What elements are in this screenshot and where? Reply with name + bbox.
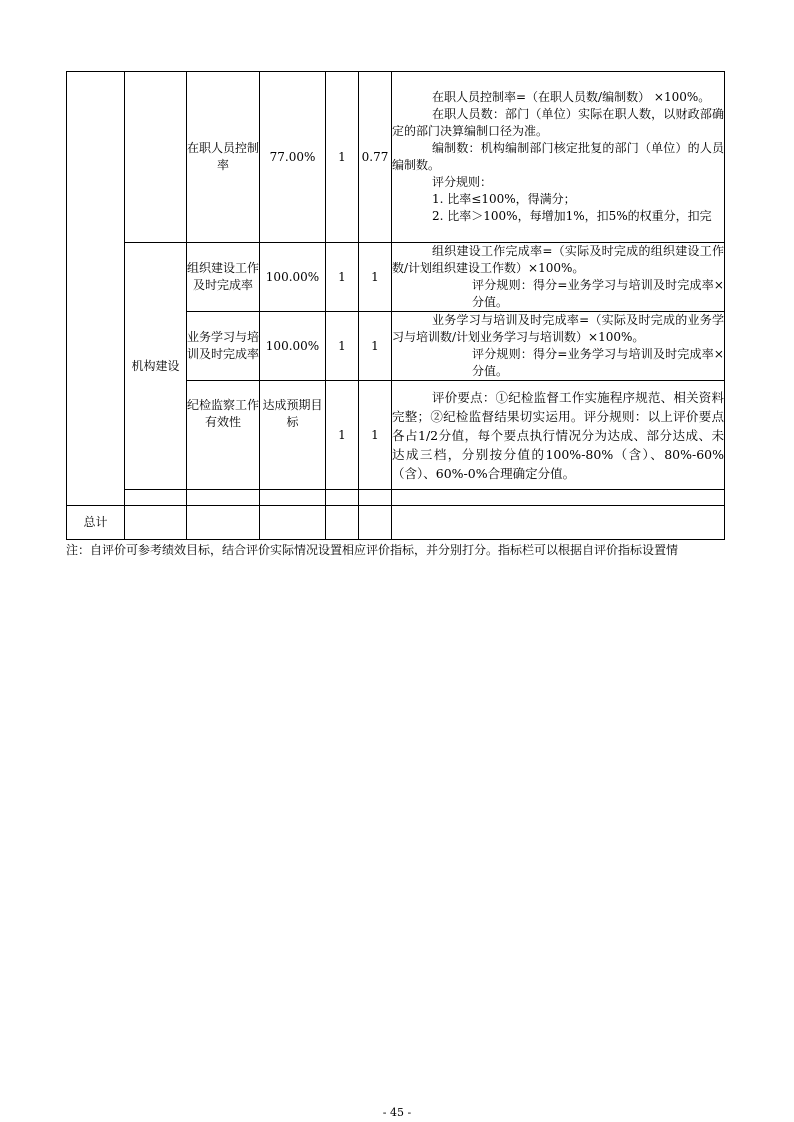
- indicator-weight: 1: [326, 243, 359, 312]
- desc-line: 在职人员控制率=（在职人员数/编制数） ×100%。: [432, 90, 711, 104]
- desc-line: 在职人员数：部门（单位）实际在职人数，以财政部确定的部门决算编制口径为准。: [392, 107, 724, 138]
- desc-line: 编制数：机构编制部门核定批复的部门（单位）的人员编制数。: [392, 141, 724, 172]
- indicator-target: 达成预期目标: [260, 381, 326, 490]
- empty-cell: [392, 490, 725, 506]
- evaluation-table: [66, 71, 725, 540]
- total-row: [67, 506, 725, 540]
- indicator-weight: 1: [326, 381, 359, 490]
- empty-cell: [359, 490, 392, 506]
- desc-line: 1. 比率≤100%，得满分；: [432, 192, 576, 206]
- empty-cell: [187, 506, 260, 540]
- indicator-description: [392, 312, 725, 381]
- empty-cell: [359, 506, 392, 540]
- level2-cell: [125, 72, 187, 243]
- indicator-weight: 1: [326, 312, 359, 381]
- indicator-score: 1: [359, 381, 392, 490]
- indicator-target: 100.00%: [260, 312, 326, 381]
- category-cell: 机构建设: [125, 243, 187, 490]
- indicator-score: 0.77: [359, 72, 392, 243]
- table-row: [67, 490, 725, 506]
- indicator-description: [392, 72, 725, 243]
- indicator-score: 1: [359, 312, 392, 381]
- desc-line: 评分规则：得分=业务学习与培训及时完成率×分值。: [472, 347, 724, 378]
- indicator-name: 在职人员控制率: [187, 72, 260, 243]
- indicator-name: 组织建设工作及时完成率: [187, 243, 260, 312]
- empty-cell: [326, 506, 359, 540]
- indicator-description: [392, 243, 725, 312]
- empty-cell: [260, 490, 326, 506]
- indicator-target: 77.00%: [260, 72, 326, 243]
- page-number: - 45 -: [382, 1106, 412, 1119]
- indicator-description: 评价要点：①纪检监督工作实施程序规范、相关资料完整；②纪检监督结果切实运用。评分规则：以上评价要点各占1/2分值，每个要点执行情况分为达成、部分达成、未达成三档，分别按分值的100%-80%（含）、80%-60%（含）、60%-0%合理确定分值。: [392, 381, 725, 490]
- indicator-score: 1: [359, 243, 392, 312]
- empty-cell: [125, 490, 187, 506]
- desc-line: 评分规则：得分=业务学习与培训及时完成率×分值。: [472, 278, 724, 309]
- indicator-name: 业务学习与培训及时完成率: [187, 312, 260, 381]
- empty-cell: [392, 506, 725, 540]
- desc-line: 业务学习与培训及时完成率=（实际及时完成的业务学习与培训数/计划业务学习与培训数）×100%。: [392, 313, 724, 344]
- table-footnote: 注：自评价可参考绩效目标，结合评价实际情况设置相应评价指标，并分别打分。指标栏可以根据自评价指标设置情: [66, 543, 679, 557]
- empty-cell: [326, 490, 359, 506]
- table-row: [67, 243, 725, 312]
- desc-line: 评分规则：: [432, 175, 493, 189]
- desc-line: 2. 比率＞100%，每增加1%，扣5%的权重分，扣完: [432, 209, 712, 223]
- indicator-name: 纪检监察工作有效性: [187, 381, 260, 490]
- table-row: [67, 72, 725, 243]
- empty-cell: [125, 506, 187, 540]
- level1-cell: [67, 72, 125, 506]
- empty-cell: [187, 490, 260, 506]
- total-label: 总计: [67, 506, 125, 540]
- indicator-weight: 1: [326, 72, 359, 243]
- indicator-target: 100.00%: [260, 243, 326, 312]
- desc-line: 组织建设工作完成率=（实际及时完成的组织建设工作数/计划组织建设工作数）×100%。: [392, 244, 724, 275]
- empty-cell: [260, 506, 326, 540]
